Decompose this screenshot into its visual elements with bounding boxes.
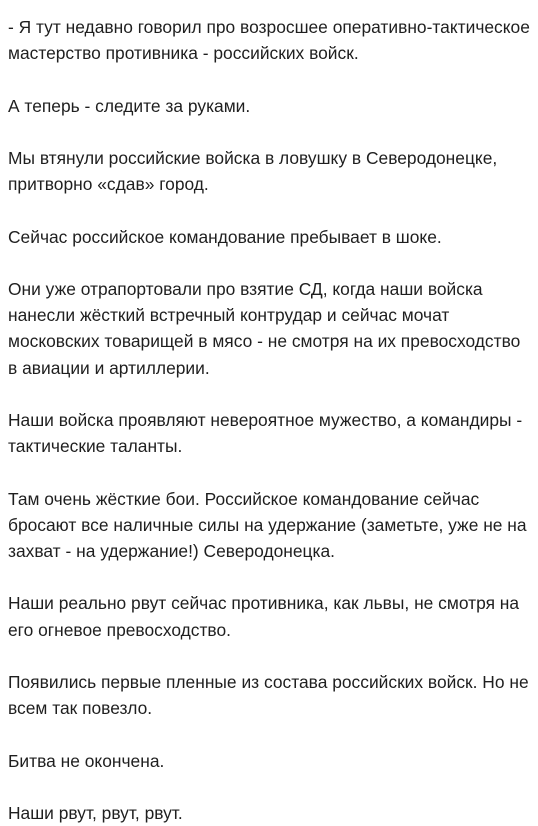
paragraph-9: Появились первые пленные из состава российских войск. Но не всем так повезло. — [8, 671, 529, 719]
paragraph-10: Битва не окончена. — [8, 750, 165, 771]
paragraph-4: Сейчас российское командование пребывает в шоке. — [8, 226, 442, 247]
post-body — [8, 14, 534, 826]
paragraph-2: А теперь - следите за руками. — [8, 95, 251, 116]
paragraph-3: Мы втянули российские войска в ловушку в Северодонецке, притворно «сдав» город. — [8, 147, 498, 195]
paragraph-1: - Я тут недавно говорил про возросшее оперативно-тактическое мастерство противника - российских войск. — [8, 17, 530, 64]
paragraph-11: Наши рвут, рвут, рвут. — [8, 802, 183, 823]
paragraph-5: Они уже отрапортовали про взятие СД, когда наши войска нанесли жёсткий встречный контрудар и сейчас мочат московских товарищей в мясо - не смотря на их превосходство в авиации и артиллерии. — [8, 278, 521, 378]
paragraph-7: Там очень жёсткие бои. Российское командование сейчас бросают все наличные силы на удержание (заметьте, уже не на захват - на удержание!) Северодонецка. — [8, 488, 527, 561]
paragraph-6: Наши войска проявляют невероятное мужество, а командиры - тактические таланты. — [8, 409, 523, 457]
paragraph-8: Наши реально рвут сейчас противника, как львы, не смотря на его огневое превосходство. — [8, 593, 520, 640]
